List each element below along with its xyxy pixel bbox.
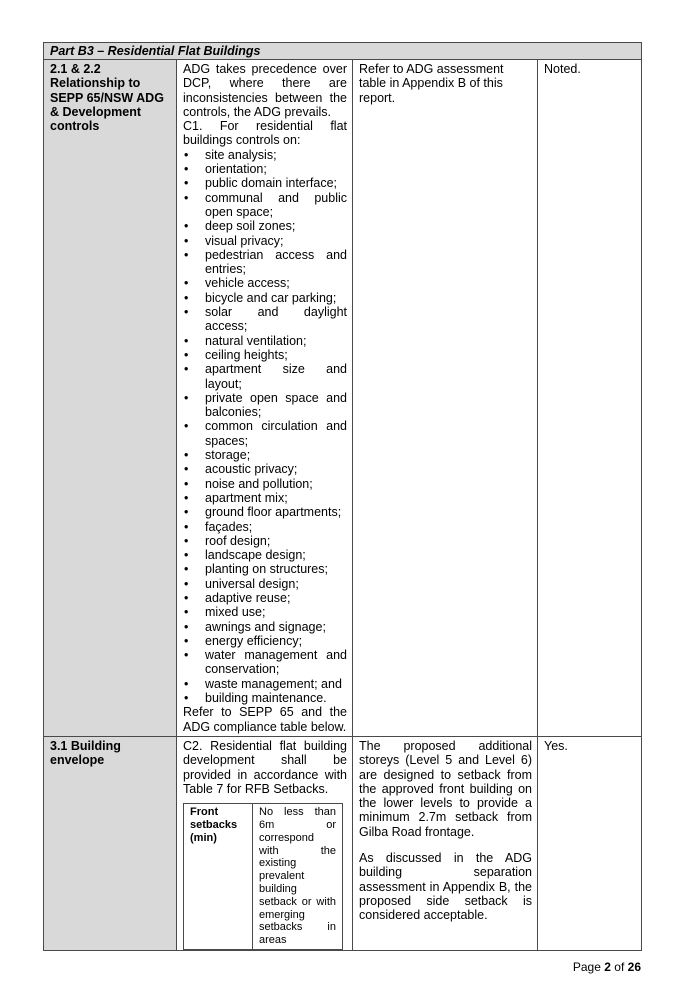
setback-value: No less than 6m or correspond with the existing prevalent building setback or with emerging setbacks in areas [253,804,343,950]
list-item: • building maintenance. [183,691,347,705]
list-item: • visual privacy; [183,234,347,248]
clause-cell: 2.1 & 2.2 Relationship to SEPP 65/NSW ADG & Development controls [44,60,177,737]
list-item: • mixed use; [183,605,347,619]
page-total: 26 [627,960,641,974]
list-item: • energy efficiency; [183,634,347,648]
page-of: of [614,960,625,974]
list-item: • public domain interface; [183,176,347,190]
list-item: • ceiling heights; [183,348,347,362]
table-row [184,804,343,950]
page-number [573,960,641,974]
controls-table [43,42,642,951]
control-cell [177,60,353,737]
control-intro: ADG takes precedence over DCP, where there are inconsistencies between the controls, the ADG prevails. [183,62,347,119]
setback-label: Front setbacks (min) [184,804,253,950]
list-item: • ground floor apartments; [183,505,347,519]
list-item: • adaptive reuse; [183,591,347,605]
page-word: Page [572,960,601,974]
clause-cell: 3.1 Building envelope [44,736,177,950]
list-item: • common circulation and spaces; [183,419,347,448]
list-item: • façades; [183,520,347,534]
comment-paragraph: The proposed additional storeys (Level 5 and Level 6) are designed to setback from the approved front building on the lower levels to provide a minimum 2.7m setback from Gilba Road frontage. [359,738,532,839]
list-item: • orientation; [183,162,347,176]
list-item: • water management and conservation; [183,648,347,677]
list-item: • landscape design; [183,548,347,562]
list-item: • vehicle access; [183,276,347,290]
list-item: • communal and public open space; [183,191,347,220]
comment-cell: Refer to ADG assessment table in Appendix B of this report. [353,60,538,737]
list-item: • deep soil zones; [183,219,347,233]
setbacks-table [183,803,343,950]
list-item: • waste management; and [183,677,347,691]
list-item: • pedestrian access and entries; [183,248,347,277]
control-c1-lead: C1. For residential flat buildings controls on: [183,119,347,148]
list-item: • storage; [183,448,347,462]
list-item: • apartment mix; [183,491,347,505]
list-item: • natural ventilation; [183,334,347,348]
control-text: C2. Residential flat building development shall be provided in accordance with Table 7 for RFB Setbacks. [183,738,347,796]
list-item: • private open space and balconies; [183,391,347,420]
list-item: • roof design; [183,534,347,548]
comment-cell [353,736,538,950]
list-item: • site analysis; [183,148,347,162]
list-item: • universal design; [183,577,347,591]
table-row [44,736,642,950]
list-item: • solar and daylight access; [183,305,347,334]
page-current: 2 [604,960,611,974]
comment-paragraph: As discussed in the ADG building separation assessment in Appendix B, the proposed side setback is considered acceptable. [359,851,532,923]
list-item: • planting on structures; [183,562,347,576]
control-cell [177,736,353,950]
list-item: • awnings and signage; [183,620,347,634]
list-item: • acoustic privacy; [183,462,347,476]
compliance-cell: Noted. [538,60,642,737]
table-row [44,60,642,737]
list-item: • apartment size and layout; [183,362,347,391]
compliance-cell: Yes. [538,736,642,950]
control-closing: Refer to SEPP 65 and the ADG compliance table below. [183,705,347,734]
list-item: • bicycle and car parking; [183,291,347,305]
section-header-row [44,43,642,60]
section-title: Part B3 – Residential Flat Buildings [44,43,642,60]
control-bullet-list [183,148,347,706]
list-item: • noise and pollution; [183,477,347,491]
